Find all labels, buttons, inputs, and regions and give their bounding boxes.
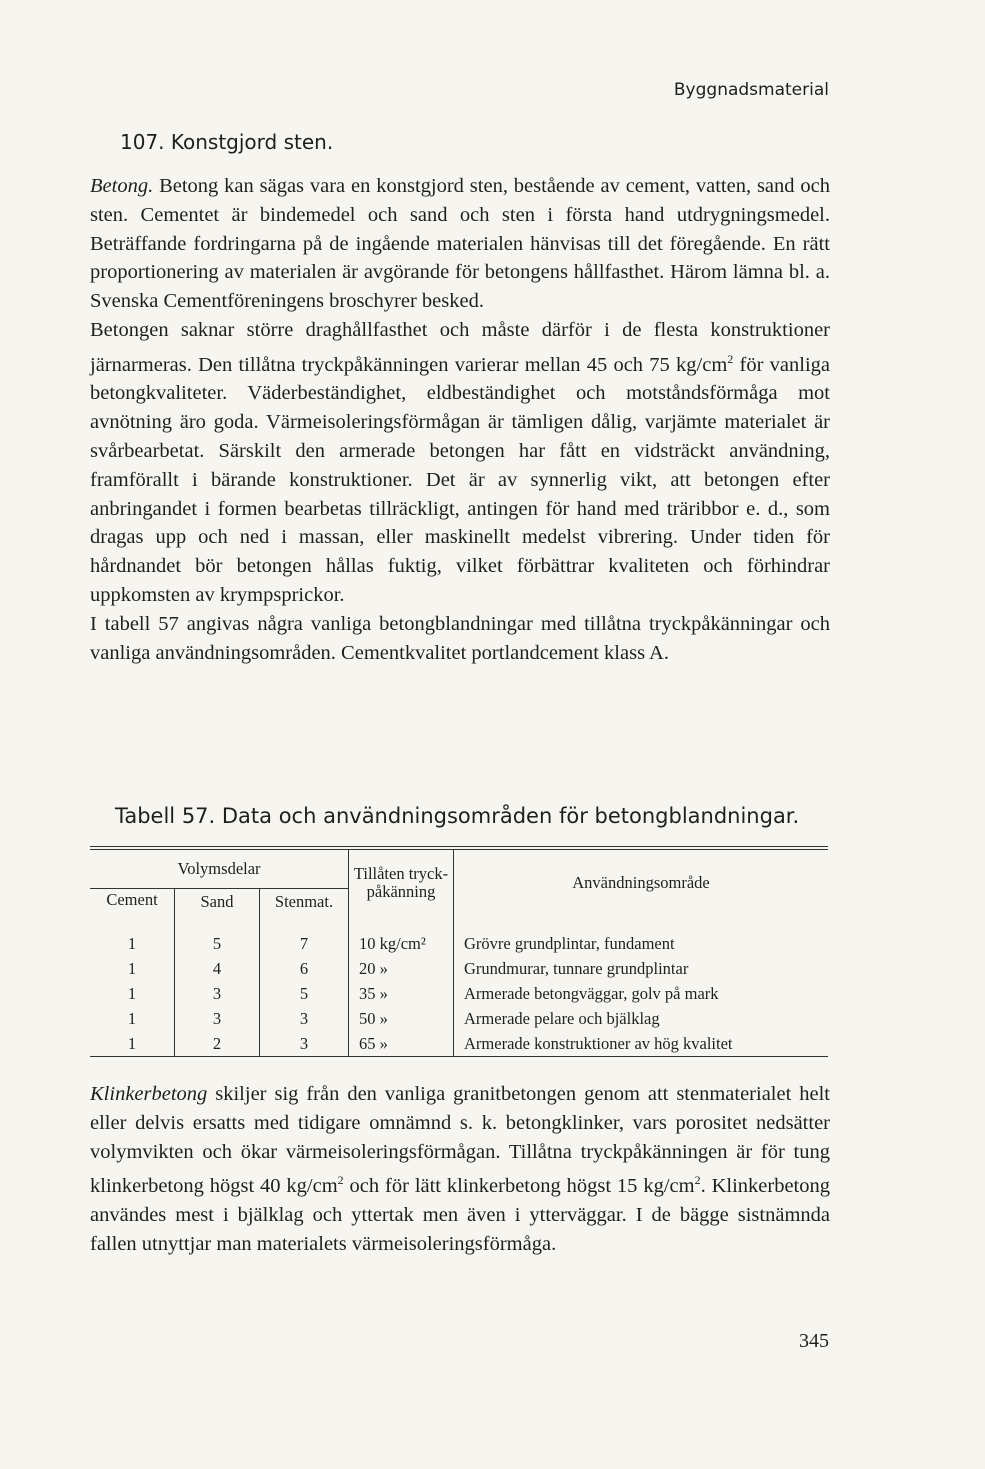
paragraph-klinkerbetong-1 — [90, 1080, 830, 1259]
table-row — [90, 1006, 828, 1031]
cell-stenmat: 3 — [260, 1006, 349, 1031]
cell-sand: 3 — [175, 981, 260, 1006]
cell-anvandning: Armerade pelare och bjälklag — [454, 1006, 829, 1031]
table-row — [90, 956, 828, 981]
paragraph-text: skiljer sig från den vanliga granitbetongen genom att stenmaterialet helt eller delvis ersatts med tidigare omnämnd s. k. betongklinker, vars porositet nedsätter volymvikten och ökar värmeisoleringsförmågan. Tillåtna tryckpåkänningen är för tung klinkerbetong högst 40 kg/cm — [90, 1083, 830, 1198]
cell-anvandning: Armerade betongväggar, golv på mark — [454, 981, 829, 1006]
superscript: 2 — [337, 1173, 344, 1188]
mix-table — [90, 846, 828, 1057]
header-anvandning: Användningsområde — [454, 850, 829, 915]
cell-cement: 1 — [127, 959, 137, 978]
cell-cement: 1 — [127, 984, 137, 1003]
table-row — [90, 1031, 828, 1056]
superscript: 2 — [694, 1173, 701, 1188]
header-cement: Cement — [106, 890, 158, 909]
table-row — [90, 981, 828, 1006]
cell-stenmat: 5 — [260, 981, 349, 1006]
cell-pakanning: 10 kg/cm² — [349, 931, 454, 956]
page-number: 345 — [799, 1330, 829, 1352]
cell-stenmat: 6 — [260, 956, 349, 981]
lead-term-betong: Betong. — [90, 175, 154, 197]
paragraph-betong — [90, 172, 830, 667]
paragraph-betong-1 — [90, 172, 830, 316]
paragraph-betong-3 — [90, 610, 830, 668]
cell-anvandning: Grövre grundplintar, fundament — [454, 931, 829, 956]
paragraph-text: Betong kan sägas vara en konstgjord sten, bestående av cement, vatten, sand och sten. Cementet är bindemedel och sand och sten i första hand utdrygningsmedel. Beträffande fordringarna på de ingående materialen hänvisas till det föregående. En rätt proportionering av materialen är avgörande för betongens hållfasthet. Härom lämna bl. a. Svenska Cementföreningens broschyrer besked. — [90, 175, 830, 313]
superscript: 2 — [727, 351, 734, 366]
cell-cement: 1 — [127, 1034, 137, 1053]
cell-sand: 5 — [175, 931, 260, 956]
section-title: 107. Konstgjord sten. — [120, 130, 334, 154]
cell-pakanning: 20 » — [349, 956, 454, 981]
paragraph-text: Betongen saknar större draghållfasthet och måste därför i de flesta konstruktioner järnarmeras. Den tillåtna tryckpåkänningen varierar mellan 45 och 75 kg/cm — [90, 318, 830, 376]
header-tillaten: Tillåten tryck-påkänning — [349, 850, 454, 915]
cell-anvandning: Grundmurar, tunnare grundplintar — [454, 956, 829, 981]
cell-sand: 4 — [175, 956, 260, 981]
paragraph-text: och för lätt klinkerbetong högst 15 kg/cm — [343, 1175, 695, 1198]
paragraph-text: för vanliga betongkvaliteter. Väderbeständighet, eldbeständighet och motståndsförmåga mot avnötning äro goda. Värmeisoleringsförmågan är tämligen dålig, varjämte materialet är svårbearbetat. Särskilt den armerade betongen har fått en vidsträckt användning, framförallt i bärande konstruktioner. Det är av synnerlig vikt, att betongen efter anbringandet i formen bearbetas tillräckligt, antingen för hand med träribbor e. d., som dragas upp och ned i massan, eller maskinellt medelst vibrering. Under tiden för hårdnandet bör betongen hållas fuktig, vilket förbättrar kvaliteten och förhindrar uppkomsten av krympsprickor. — [90, 353, 830, 606]
cell-sand: 3 — [175, 1006, 260, 1031]
cell-cement: 1 — [127, 1009, 137, 1028]
paragraph-betong-2 — [90, 316, 830, 610]
table-row — [90, 931, 828, 956]
paragraph-text: I tabell 57 angivas några vanliga betongblandningar med tillåtna tryckpåkänningar och vanliga användningsområden. Cementkvalitet portlandcement klass A. — [90, 612, 830, 664]
cell-anvandning: Armerade konstruktioner av hög kvalitet — [454, 1031, 829, 1056]
cell-stenmat: 7 — [260, 931, 349, 956]
header-stenmat: Stenmat. — [260, 889, 349, 916]
header-sand: Sand — [175, 889, 260, 916]
paragraph-klinkerbetong — [90, 1080, 830, 1259]
header-volymsdelar: Volymsdelar — [90, 850, 349, 889]
cell-pakanning: 50 » — [349, 1006, 454, 1031]
lead-term-klinkerbetong: Klinkerbetong — [90, 1083, 208, 1105]
cell-stenmat: 3 — [260, 1031, 349, 1056]
cell-sand: 2 — [175, 1031, 260, 1056]
cell-cement: 1 — [127, 934, 137, 953]
table-caption: Tabell 57. Data och användningsområden för betongblandningar. — [115, 804, 800, 828]
paragraph-text: . Klinkerbetong användes mest i bjälklag och yttertak men även i ytterväggar. I de bägge sistnämnda fallen utnyttjar man materialets värmeisoleringsförmåga. — [90, 1175, 830, 1255]
running-header: Byggnadsmaterial — [673, 80, 829, 100]
cell-pakanning: 35 » — [349, 981, 454, 1006]
cell-pakanning: 65 » — [349, 1031, 454, 1056]
